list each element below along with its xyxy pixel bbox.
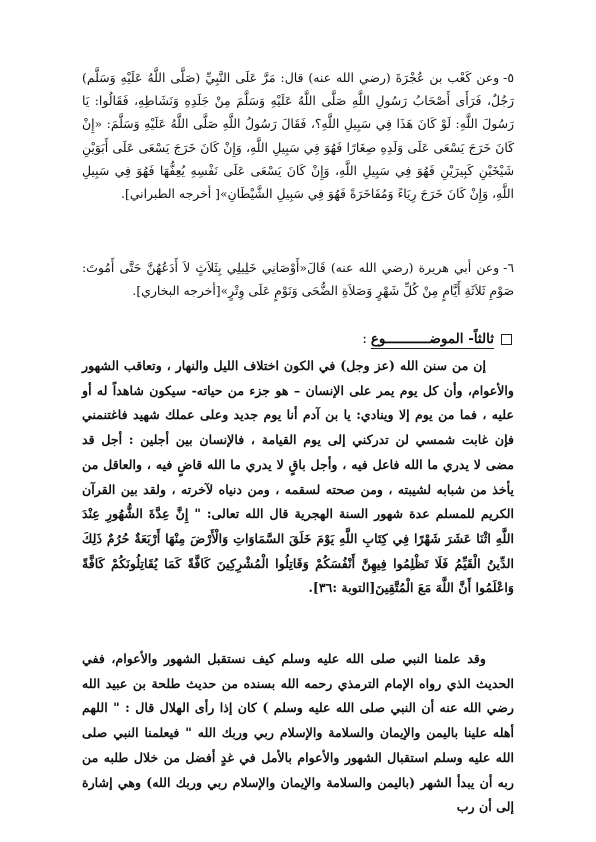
section-heading [82,326,512,352]
item-text: وعن كَعْب بن عُجْرَةَ (رضي الله عنه) قال: مَرَّ عَلَى النَّبِيِّ (صَلَّى اللَّهُ عَلَيْهِ وَسَلَّم) رَجُلٌ، فَرَأَى أَصْحَابُ رَسُولِ اللَّهِ صَلَّى اللَّهُ عَلَيْهِ وَسَلَّمَ مِنْ جَلَدِهِ وَنَشَاطِهِ، فَقَالُوا: يَا رَسُولَ اللَّهِ: لَوْ كَانَ هَذَا فِي سَبِيلِ اللَّهِ؟، فَقَالَ رَسُولُ اللَّهِ صَلَّى اللَّهُ عَلَيْهِ وَسَلَّمَ: «إِنْ كَانَ خَرَجَ يَسْعَى عَلَى وَلَدِهِ صِغَارًا فَهُوَ فِي سَبِيلِ اللَّهِ، وَإِنْ كَانَ خَرَجَ يَسْعَى عَلَى أَبَوَيْنِ شَيْخَيْنِ كَبِيرَيْنِ فَهُوَ فِي سَبِيلِ اللَّهِ، وَإِنْ كَانَ يَسْعَى عَلَى نَفْسِهِ يُعِفُّهَا فَهُوَ فِي سَبِيلِ اللَّهِ، وَإِنْ كَانَ خَرَجَ رِيَاءً وَمُفَاخَرَةً فَهُوَ فِي سَبِيلِ الشَّيْطَانِ»[ أخرجه الطبراني]. [82,70,514,202]
section-title: ثالثاً- الموضـــــــــــوع [370,331,494,347]
body-paragraph: وقد علمنا النبي صلى الله عليه وسلم كيف نستقبل الشهور والأعوام، ففي الحديث الذي رواه الإمام الترمذي رحمه الله بسنده من حديث طلحة بن عبيد الله رضي الله عنه أن النبي صلى الله عليه وسلم ) كان إذا رأى الهلال قال : " اللهم أهله علينا باليمن والإيمان والسلامة والإسلام ربي وربك الله " فيعلمنا النبي صلى الله عليه وسلم استقبال الشهور والأعوام بالأمل في غدٍ أفضل من خلال طلبه من ربه أن يبدأ الشهر (باليمن والسلامة والإيمان والإسلام ربي وربك الله) وهي إشارة إلى أن رب [82,651,514,815]
item-number: ٥- [503,70,514,85]
body-paragraph: إن من سنن الله (عز وجل) في الكون اختلاف الليل والنهار ، وتعاقب الشهور والأعوام، وأن كل يوم يمر على الإنسان – هو جزء من حياته- سيكون شاهداً له أو عليه ، فما من يوم إلا وينادي: يا بن آدم أنا يوم جديد وعلى عملك شهيد فاغتنمني فإن غابت شمسي لن تدركني إلى يوم القيامة ، فالإنسان بين أجلين : أجل قد مضى لا يدري ما الله فاعل فيه ، وأجل باقٍ لا يدري ما الله قاضٍ فيه ، والعاقل من يأخذ من شبابه لشيبته ، ومن صحته لسقمه ، ومن دنياه لآخرته ، ولقد بين القرآن الكريم للمسلم عدة شهور السنة الهجرية قال الله تعالى: " إِنَّ عِدَّةَ الشُّهُورِ عِنْدَ اللَّهِ اثْنَا عَشَرَ شَهْرًا فِي كِتَابِ اللَّهِ يَوْمَ خَلَقَ السَّمَاوَاتِ وَالْأَرْضَ مِنْهَا أَرْبَعَةٌ حُرُمٌ ذَلِكَ الدِّينُ الْقَيِّمُ فَلَا تَظْلِمُوا فِيهِنَّ أَنْفُسَكُمْ وَقَاتِلُوا الْمُشْرِكِينَ كَافَّةً كَمَا يُقَاتِلُونَكُمْ كَافَّةً وَاعْلَمُوا أَنَّ اللَّهَ مَعَ الْمُتَّقِينَ[التوبة :٣٦]. [82,358,514,596]
item-text: وعن أبي هريرة (رضي الله عنه) قَالَ«أَوْصَانِي خَلِيلِي بِثَلاَثٍ لاَ أَدَعُهُنَّ حَتَّى أَمُوتَ: صَوْمِ ثَلاَثَةِ أَيَّامٍ مِنْ كُلِّ شَهْرٍ وَصَلاَةِ الضُّحَى وَنَوْمٍ عَلَى وِتْرٍ»[أخرجه البخاري]. [82,260,514,299]
hadith-item-5 [82,66,514,205]
checkbox-bullet-icon [501,334,512,345]
heading-colon: : [362,331,367,347]
hadith-item-6 [82,256,514,302]
item-number: ٦- [503,260,514,275]
